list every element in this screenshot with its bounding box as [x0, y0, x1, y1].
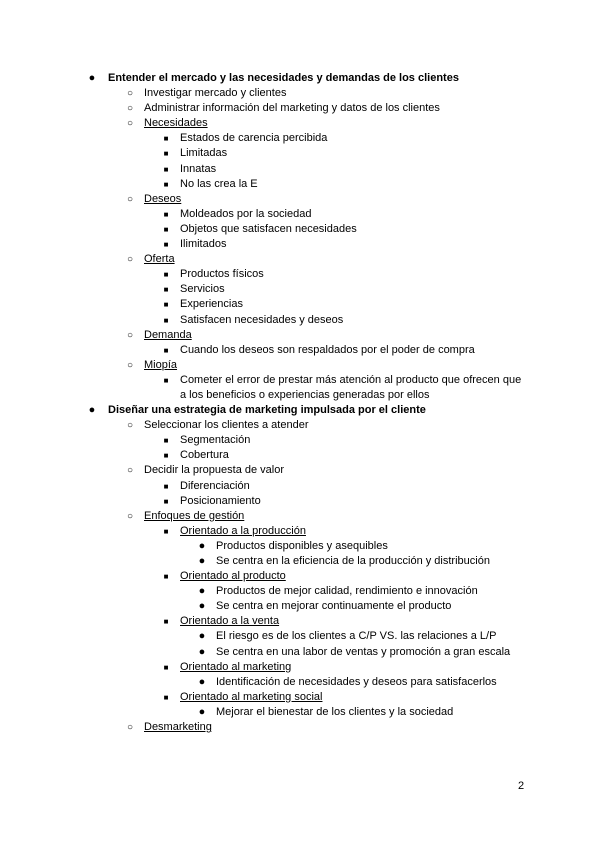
outline-item-text: Desmarketing	[144, 721, 212, 734]
outline-item-level-3	[0, 343, 600, 358]
outline-item-text: Cobertura	[180, 449, 229, 462]
outline-item-level-2	[0, 101, 600, 116]
outline-item-text: Estados de carencia percibida	[180, 132, 328, 145]
outline-item-text: Orientado a la venta	[180, 615, 280, 628]
outline-item-text: Satisfacen necesidades y deseos	[180, 313, 344, 326]
outline-item-text: Mejorar el bienestar de los clientes y la sociedad	[216, 705, 454, 718]
outline-item-level-3	[0, 569, 600, 584]
outline-item-level-1	[0, 71, 600, 86]
outline-item-level-3	[0, 162, 600, 177]
bullet-icon: ■	[163, 270, 169, 280]
outline-item-text: Servicios	[180, 283, 225, 296]
outline-item-text: Entender el mercado y las necesidades y demandas de los clientes	[108, 72, 459, 84]
outline-item-text: Posicionamiento	[180, 494, 261, 507]
bullet-icon: ■	[163, 179, 169, 189]
outline-item-level-2	[0, 358, 600, 373]
bullet-icon: ■	[163, 209, 169, 219]
outline-item-level-3	[0, 433, 600, 448]
outline-item-level-3	[0, 267, 600, 282]
bullet-icon: ○	[126, 465, 134, 477]
bullet-icon: ■	[163, 692, 169, 702]
bullet-icon: ●	[198, 645, 206, 658]
outline-item-level-3	[0, 131, 600, 146]
page-number: 2	[518, 780, 525, 792]
outline-item-level-3	[0, 207, 600, 222]
bullet-icon: ■	[163, 300, 169, 310]
outline-item-level-4	[0, 675, 600, 690]
outline-item-level-3	[0, 222, 600, 237]
outline-item-text: Experiencias	[180, 298, 243, 311]
outline-item-level-4	[0, 629, 600, 644]
bullet-icon: ○	[126, 88, 134, 100]
bullet-icon: ○	[126, 420, 134, 432]
outline-item-text: Diseñar una estrategia de marketing impulsada por el cliente	[108, 404, 426, 417]
outline-item-level-3	[0, 690, 600, 705]
outline-item-level-2	[0, 252, 600, 267]
outline-item-level-3	[0, 282, 600, 297]
bullet-icon: ●	[88, 404, 96, 417]
outline-item-level-3	[0, 524, 600, 539]
outline-item-text: Productos disponibles y asequibles	[216, 539, 388, 552]
outline-item-text: Productos de mejor calidad, rendimiento e innovación	[216, 585, 478, 598]
outline-item-level-4	[0, 539, 600, 554]
outline-item-text: Necesidades	[144, 117, 208, 130]
outline-item-level-3	[0, 313, 600, 328]
bullet-icon: ■	[163, 662, 169, 672]
bullet-icon: ●	[198, 600, 206, 613]
outline-item-level-3	[0, 614, 600, 629]
bullet-icon: ■	[163, 164, 169, 174]
bullet-icon: ○	[126, 722, 134, 734]
bullet-icon: ■	[163, 315, 169, 325]
outline-item-text: Demanda	[144, 328, 192, 341]
bullet-icon: ■	[163, 526, 169, 536]
outline-item-text: Productos físicos	[180, 268, 264, 281]
outline-item-text: No las crea la E	[180, 177, 258, 190]
outline-item-level-3	[0, 237, 600, 252]
outline-item-level-3	[0, 479, 600, 494]
outline-item-text: Se centra en mejorar continuamente el producto	[216, 600, 452, 613]
outline-item-level-2	[0, 328, 600, 343]
outline-item-text: Objetos que satisfacen necesidades	[180, 222, 357, 235]
bullet-icon: ●	[198, 585, 206, 598]
bullet-icon: ○	[126, 193, 134, 205]
outline-item-text: Decidir la propuesta de valor	[144, 464, 285, 477]
outline-item-text: a los beneficios o experiencias generadas por ellos	[180, 388, 430, 401]
outline-item-level-4	[0, 705, 600, 720]
outline-item-text: Cometer el error de prestar más atención al producto que ofrecen que	[180, 373, 522, 386]
outline-item-text: Identificación de necesidades y deseos para satisfacerlos	[216, 675, 497, 688]
bullet-icon: ●	[198, 555, 206, 567]
bullet-icon: ○	[126, 118, 134, 130]
bullet-icon: ●	[88, 72, 96, 84]
outline-item-level-3	[0, 388, 600, 403]
bullet-icon: ○	[126, 510, 134, 522]
outline-item-level-2	[0, 192, 600, 207]
outline-item-text: Se centra en una labor de ventas y promoción a gran escala	[216, 645, 511, 658]
outline-item-text: Se centra en la eficiencia de la producción y distribución	[216, 555, 490, 567]
outline-item-level-2	[0, 463, 600, 478]
bullet-icon: ■	[163, 617, 169, 627]
outline-item-text: Ilimitados	[180, 238, 227, 251]
outline-item-text: Orientado al marketing social	[180, 690, 323, 703]
outline-item-text: Miopía	[144, 358, 178, 371]
outline-item-text: Orientado al producto	[180, 570, 286, 583]
outline-item-text: Moldeados por la sociedad	[180, 207, 312, 220]
outline-item-text: Innatas	[180, 162, 217, 175]
outline-item-level-3	[0, 373, 600, 388]
bullet-icon: ○	[126, 103, 134, 115]
bullet-icon: ○	[126, 254, 134, 266]
bullet-icon: ○	[126, 359, 134, 371]
outline-item-level-4	[0, 584, 600, 599]
bullet-icon: ■	[163, 451, 169, 461]
document-body	[0, 71, 600, 735]
bullet-icon: ■	[163, 436, 169, 446]
outline-item-text: Administrar información del marketing y datos de los clientes	[144, 102, 440, 115]
outline-item-level-4	[0, 599, 600, 614]
bullet-icon: ■	[163, 285, 169, 295]
outline-item-text: Investigar mercado y clientes	[144, 87, 287, 100]
bullet-icon: ■	[163, 224, 169, 234]
outline-item-text: Limitadas	[180, 147, 228, 160]
outline-item-text: Oferta	[144, 253, 175, 266]
outline-item-text: Orientado al marketing	[180, 660, 292, 673]
bullet-icon: ■	[163, 496, 169, 506]
outline-item-text: Deseos	[144, 192, 182, 205]
outline-item-level-2	[0, 418, 600, 433]
bullet-icon: ●	[198, 630, 206, 643]
outline-item-level-1	[0, 403, 600, 418]
bullet-icon: ●	[198, 705, 206, 718]
bullet-icon: ■	[163, 345, 169, 355]
outline-item-level-2	[0, 116, 600, 131]
outline-item-level-2	[0, 509, 600, 524]
bullet-icon: ■	[163, 149, 169, 159]
outline-item-level-2	[0, 720, 600, 735]
outline-item-text: Seleccionar los clientes a atender	[144, 419, 309, 432]
outline-item-level-3	[0, 660, 600, 675]
outline-item-level-3	[0, 448, 600, 463]
outline-item-level-3	[0, 494, 600, 509]
bullet-icon: ■	[163, 375, 169, 385]
outline-item-text: Enfoques de gestión	[144, 509, 245, 522]
bullet-icon: ■	[163, 240, 169, 250]
bullet-icon: ■	[163, 481, 169, 491]
outline-item-level-3	[0, 177, 600, 192]
outline-item-level-4	[0, 645, 600, 660]
bullet-icon: ■	[163, 572, 169, 582]
outline-item-level-2	[0, 86, 600, 101]
outline-item-text: Cuando los deseos son respaldados por el poder de compra	[180, 343, 475, 356]
outline-item-text: Diferenciación	[180, 479, 250, 492]
bullet-icon: ○	[126, 329, 134, 341]
outline-item-level-3	[0, 297, 600, 312]
bullet-icon: ●	[198, 675, 206, 688]
outline-item-level-4	[0, 554, 600, 569]
outline-item-level-3	[0, 146, 600, 161]
outline-item-text: El riesgo es de los clientes a C/P VS. las relaciones a L/P	[216, 630, 497, 643]
bullet-icon: ■	[163, 134, 169, 144]
outline-item-text: Segmentación	[180, 434, 251, 447]
outline-item-text: Orientado a la producción	[180, 524, 306, 537]
bullet-icon: ●	[198, 539, 206, 552]
